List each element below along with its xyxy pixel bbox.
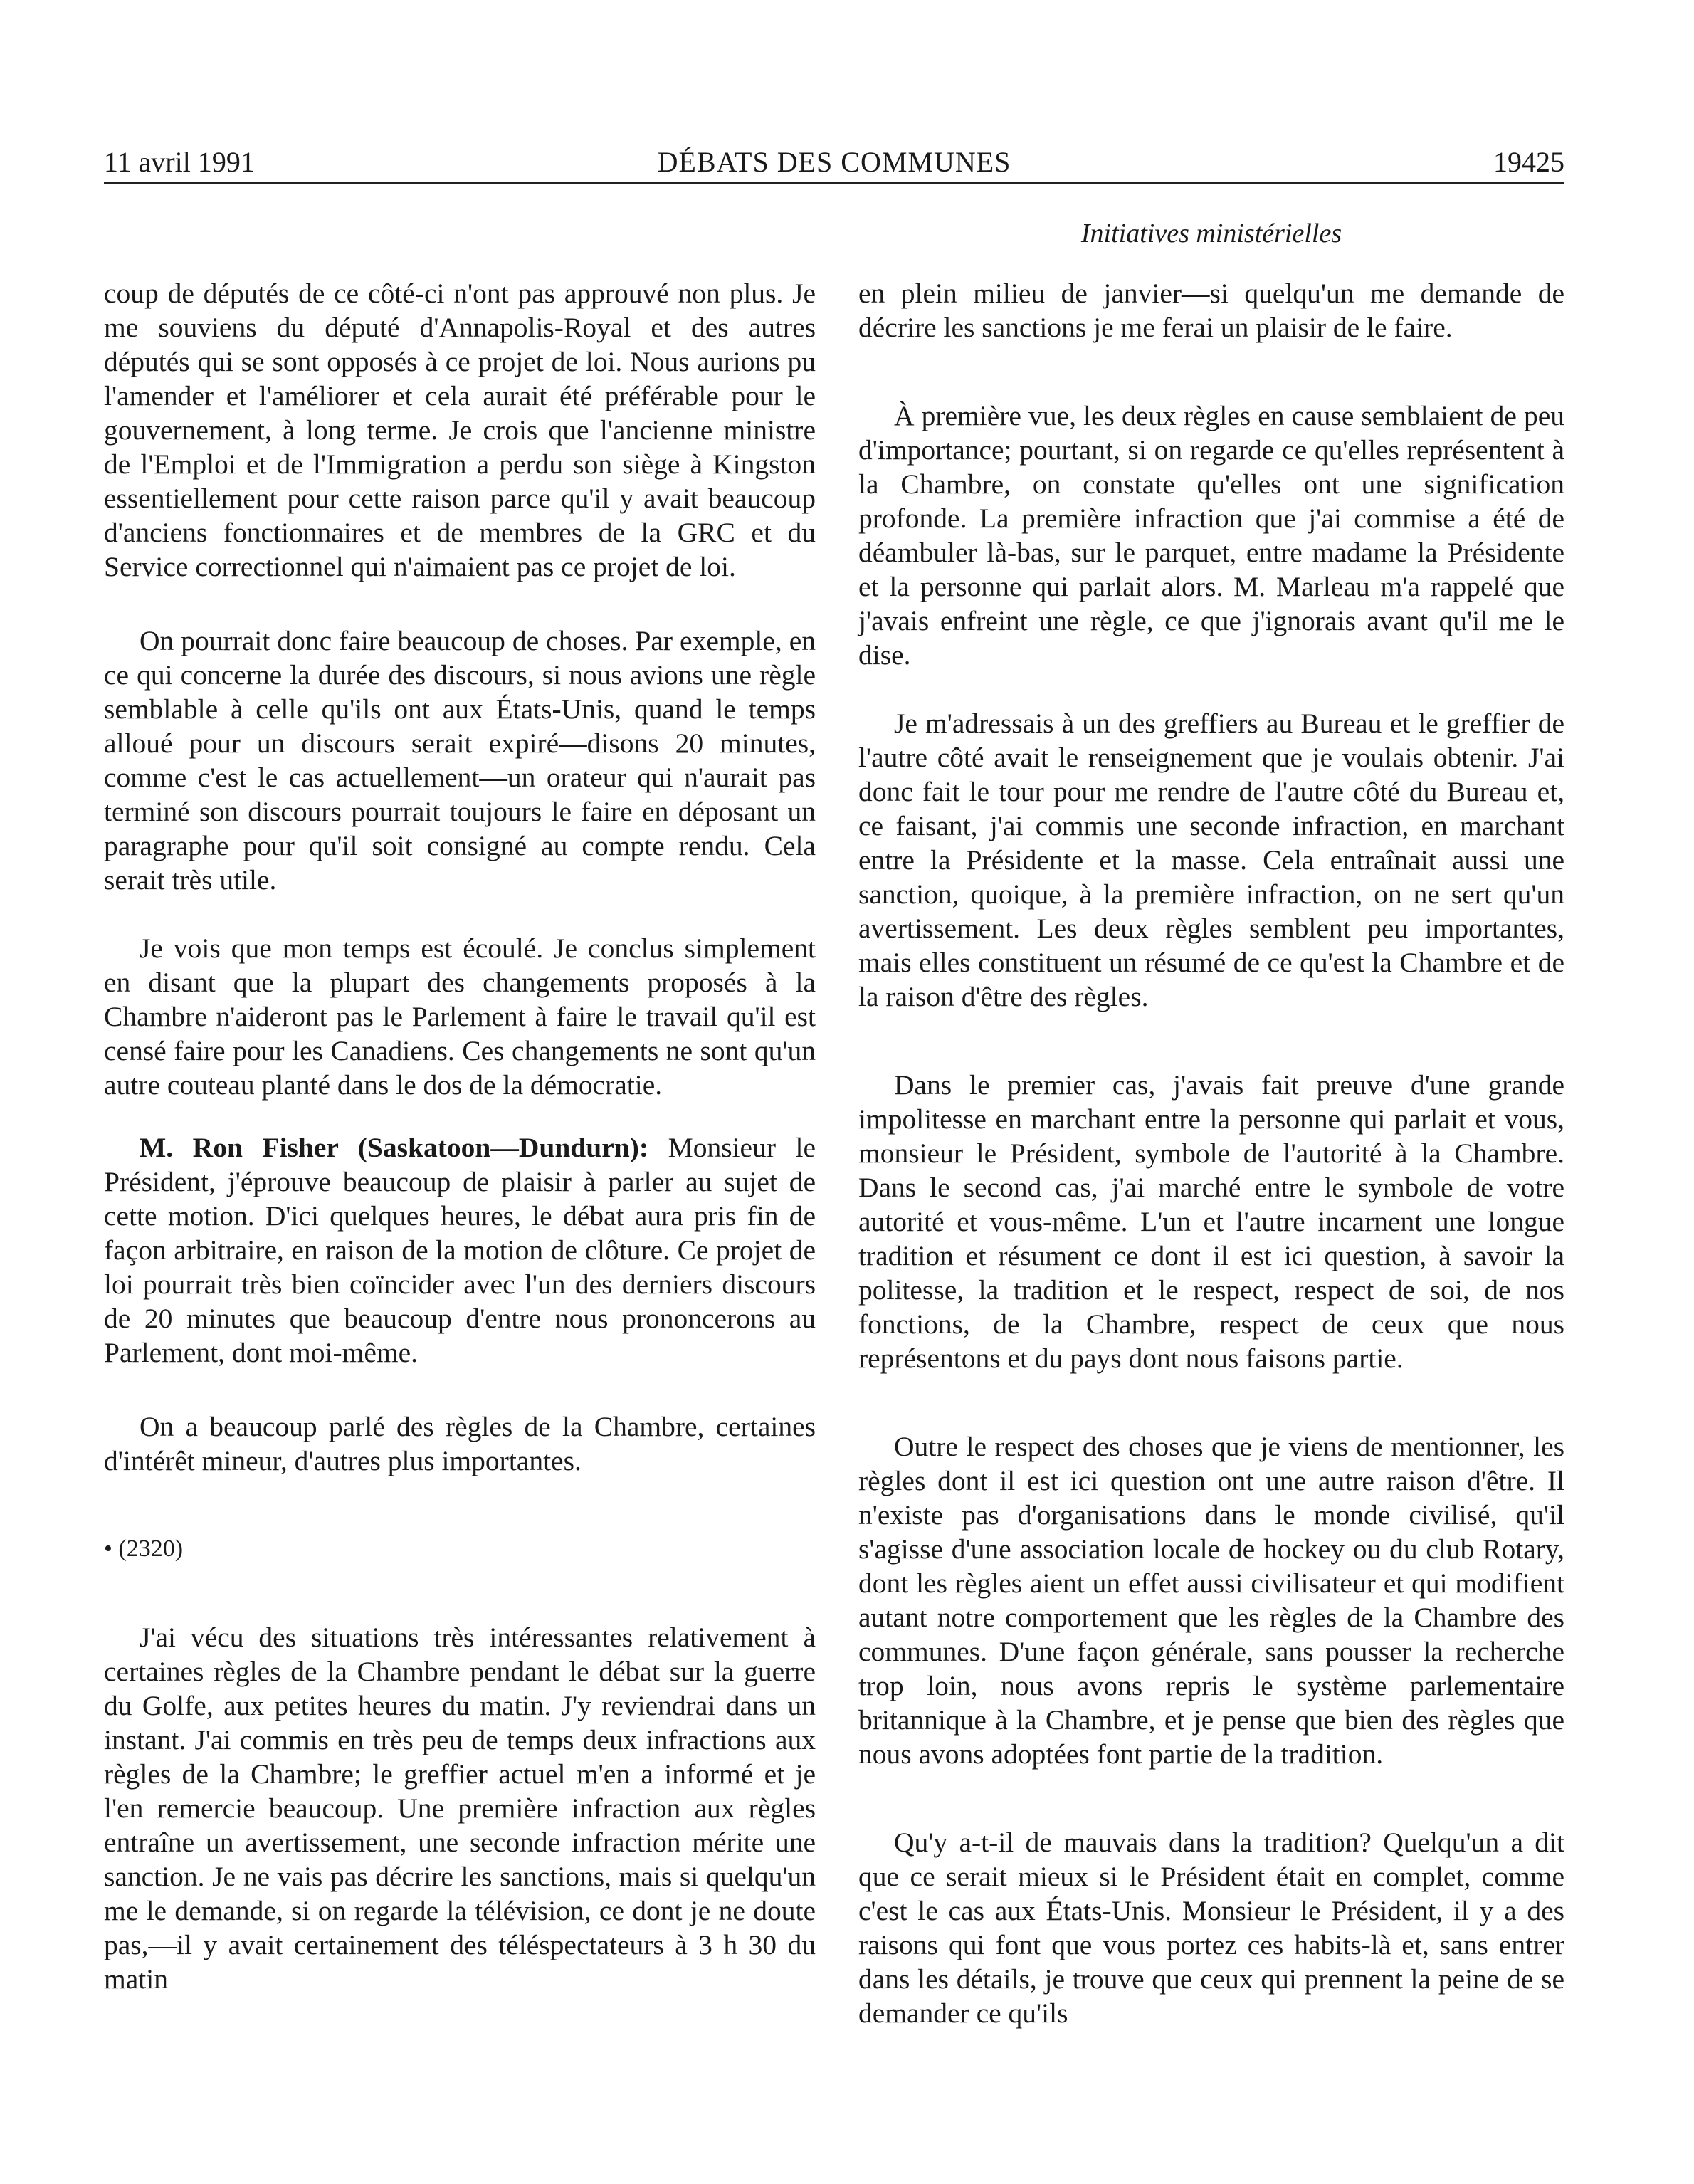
speaker-paragraph <box>104 1130 816 1370</box>
speaker-name: M. Ron Fisher (Saskatoon—Dundurn): <box>140 1132 649 1163</box>
page-number: 19425 <box>1493 146 1564 178</box>
speaker-text: Monsieur le Président, j'éprouve beaucoup de plaisir à parler au sujet de cette motion. D'ici quelques heures, le débat aura pris fin de façon arbitraire, en raison de la motion de clôture. Ce projet de loi pourrait très bien coïncider avec l'un des derniers discours de 20 minutes que beaucoup d'entre nous prononcerons au Parlement, dont moi-même. <box>104 1132 816 1368</box>
paragraph: Je vois que mon temps est écoulé. Je conclus simplement en disant que la plupart des changements proposés à la Chambre n'aideront pas le Parlement à faire le travail qu'il est censé faire pour les Canadiens. Ces changements ne sont qu'un autre couteau planté dans le dos de la démocratie. <box>104 933 816 1101</box>
paragraph: Qu'y a-t-il de mauvais dans la tradition? Quelqu'un a dit que ce serait mieux si le Président était en complet, comme c'est le cas aux États-Unis. Monsieur le Président, il y a des raisons qui font que vous portez ces habits-là et, sans entrer dans les détails, je trouve que ceux qui prennent la peine de se demander ce qu'ils <box>858 1827 1564 2029</box>
time-marker: • (2320) <box>104 1535 184 1562</box>
paragraph: On pourrait donc faire beaucoup de choses. Par exemple, en ce qui concerne la durée des discours, si nous avions une règle semblable à celle qu'ils ont aux États-Unis, quand le temps alloué pour un discours serait expiré—disons 20 minutes, comme c'est le cas actuellement—un orateur qui n'aurait pas terminé son discours pourrait toujours le faire en déposant un paragraphe pour qu'il soit consigné au compte rendu. Cela serait très utile. <box>104 625 816 896</box>
paragraph: À première vue, les deux règles en cause semblaient de peu d'importance; pourtant, si on regarde ce qu'elles représentent à la Chambre, on constate qu'elles ont une signification profonde. La première infraction que j'ai commise a été de déambuler là-bas, sur le parquet, entre madame la Présidente et la personne qui parlait alors. M. Marleau m'a rappelé que j'avais enfreint une règle, ce que j'ignorais avant qu'il me le dise. <box>858 400 1564 671</box>
paragraph: en plein milieu de janvier—si quelqu'un me demande de décrire les sanctions je me ferai un plaisir de le faire. <box>858 278 1564 343</box>
paragraph: Dans le premier cas, j'avais fait preuve d'une grande impolitesse en marchant entre la personne qui parlait et vous, monsieur le Président, symbole de l'autorité à la Chambre. Dans le second cas, j'ai marché entre le symbole de votre autorité et vous-même. L'un et l'autre incarnent une longue tradition et résument ce dont il est ici question, à savoir la politesse, la tradition et le respect, respect de soi, de nos fonctions, de la Chambre, respect de ceux que nous représentons et du pays dont nous faisons partie. <box>858 1069 1564 1374</box>
page-header <box>104 142 1564 184</box>
paragraph: coup de députés de ce côté-ci n'ont pas approuvé non plus. Je me souviens du député d'Annapolis-Royal et des autres députés qui se sont opposés à ce projet de loi. Nous aurions pu l'amender et l'améliorer et cela aurait été préférable pour le gouvernement, à long terme. Je crois que l'ancienne ministre de l'Emploi et de l'Immigration a perdu son siège à Kingston essentiellement pour cette raison parce qu'il y avait beaucoup d'anciens fonctionnaires et de membres de la GRC et du Service correctionnel qui n'aimaient pas ce projet de loi. <box>104 278 816 582</box>
paragraph: J'ai vécu des situations très intéressantes relativement à certaines règles de la Chambre pendant le débat sur la guerre du Golfe, aux petites heures du matin. J'y reviendrai dans un instant. J'ai commis en très peu de temps deux infractions aux règles de la Chambre; le greffier actuel m'en a informé et je l'en remercie beaucoup. Une première infraction aux règles entraîne un avertissement, une seconde infraction mérite une sanction. Je ne vais pas décrire les sanctions, mais si quelqu'un me le demande, si on regarde la télévision, ce dont je ne doute pas,—il y avait certainement des téléspectateurs à 3 h 30 du matin <box>104 1622 816 1995</box>
left-column <box>104 276 816 1996</box>
publication-title: DÉBATS DES COMMUNES <box>657 146 1011 178</box>
paragraph: Outre le respect des choses que je viens de mentionner, les règles dont il est ici question ont une autre raison d'être. Il n'existe pas d'organisations dans le monde civilisé, qu'il s'agisse d'une association locale de hockey ou du club Rotary, dont les règles aient un effet aussi civilisateur et qui modifient autant notre comportement que les règles de la Chambre des communes. D'une façon générale, sans pousser la recherche trop loin, nous avons repris le système parlementaire britannique à la Chambre, et je pense que bien des règles que nous avons adoptées font partie de la tradition. <box>858 1431 1564 1770</box>
paragraph: Je m'adressais à un des greffiers au Bureau et le greffier de l'autre côté avait le renseignement que je voulais obtenir. J'ai donc fait le tour pour me rendre de l'autre côté du Bureau et, ce faisant, j'ai commis une seconde infraction, en marchant entre la Présidente et la masse. Cela entraînait aussi une sanction, quoique, à la première infraction, on ne sert qu'un avertissement. Les deux règles semblent peu importantes, mais elles constituent un résumé de ce qu'est la Chambre et de la raison d'être des règles. <box>858 708 1564 1012</box>
paragraph: On a beaucoup parlé des règles de la Chambre, certaines d'intérêt mineur, d'autres plus importantes. <box>104 1411 816 1476</box>
section-label: Initiatives ministérielles <box>1080 219 1342 248</box>
header-date: 11 avril 1991 <box>104 146 255 178</box>
right-column <box>858 276 1564 2030</box>
